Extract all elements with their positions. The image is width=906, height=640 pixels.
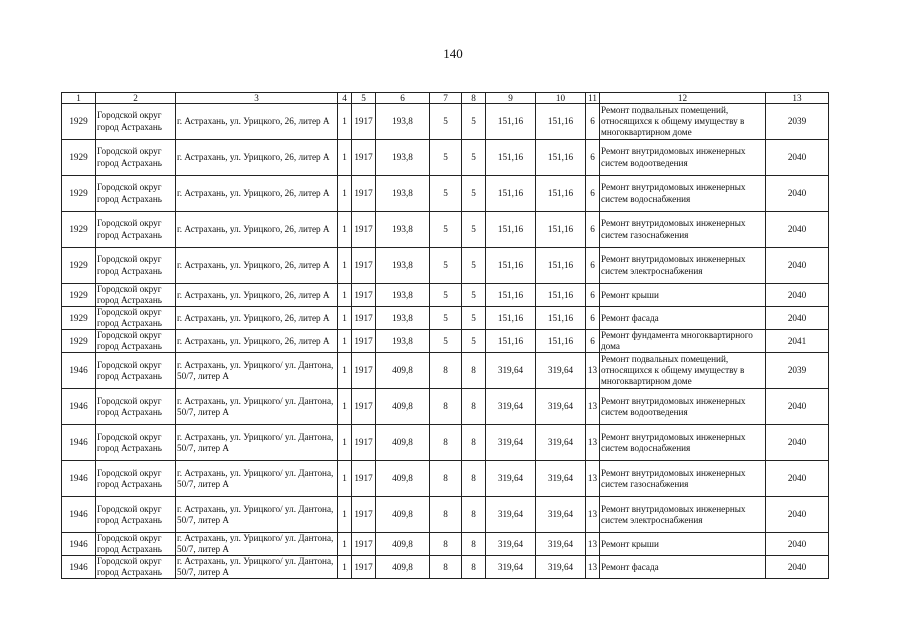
cell-col-8: 8 — [462, 497, 486, 533]
header-cell: 2 — [96, 93, 176, 104]
cell-col-12: Ремонт внутридомовых инженерных систем электроснабжения — [600, 248, 766, 284]
cell-col-13: 2040 — [766, 389, 829, 425]
cell-col-8: 5 — [462, 284, 486, 307]
header-cell: 13 — [766, 93, 829, 104]
cell-col-12: Ремонт внутридомовых инженерных систем водоотведения — [600, 389, 766, 425]
table-row — [62, 389, 829, 425]
cell-col-7: 8 — [430, 353, 462, 389]
cell-col-5: 1917 — [352, 389, 376, 425]
cell-col-11: 13 — [586, 353, 600, 389]
table-row — [62, 353, 829, 389]
cell-col-4: 1 — [338, 353, 352, 389]
header-cell: 9 — [486, 93, 536, 104]
cell-col-3: г. Астрахань, ул. Урицкого/ ул. Дантона, 50/7, литер А — [176, 353, 338, 389]
cell-col-7: 8 — [430, 556, 462, 579]
cell-col-5: 1917 — [352, 497, 376, 533]
cell-col-8: 5 — [462, 140, 486, 176]
cell-col-2: Городской округ город Астрахань — [96, 533, 176, 556]
table-row — [62, 104, 829, 140]
table-row — [62, 248, 829, 284]
cell-col-13: 2040 — [766, 533, 829, 556]
cell-col-11: 6 — [586, 330, 600, 353]
cell-col-3: г. Астрахань, ул. Урицкого, 26, литер А — [176, 176, 338, 212]
cell-col-9: 151,16 — [486, 284, 536, 307]
repair-schedule-table — [61, 92, 829, 579]
cell-col-1: 1929 — [62, 330, 96, 353]
cell-col-5: 1917 — [352, 330, 376, 353]
cell-col-6: 409,8 — [376, 533, 430, 556]
cell-col-7: 8 — [430, 461, 462, 497]
cell-col-12: Ремонт внутридомовых инженерных систем газоснабжения — [600, 212, 766, 248]
cell-col-7: 8 — [430, 389, 462, 425]
cell-col-6: 409,8 — [376, 497, 430, 533]
cell-col-6: 193,8 — [376, 140, 430, 176]
header-cell: 7 — [430, 93, 462, 104]
cell-col-13: 2040 — [766, 140, 829, 176]
cell-col-13: 2040 — [766, 497, 829, 533]
cell-col-9: 151,16 — [486, 176, 536, 212]
cell-col-8: 8 — [462, 389, 486, 425]
cell-col-6: 193,8 — [376, 330, 430, 353]
cell-col-6: 409,8 — [376, 353, 430, 389]
cell-col-6: 193,8 — [376, 176, 430, 212]
cell-col-11: 6 — [586, 307, 600, 330]
cell-col-3: г. Астрахань, ул. Урицкого/ ул. Дантона, 50/7, литер А — [176, 461, 338, 497]
cell-col-7: 5 — [430, 140, 462, 176]
cell-col-1: 1946 — [62, 497, 96, 533]
cell-col-4: 1 — [338, 556, 352, 579]
cell-col-11: 13 — [586, 461, 600, 497]
cell-col-6: 409,8 — [376, 461, 430, 497]
table-row — [62, 307, 829, 330]
cell-col-12: Ремонт фундамента многоквартирного дома — [600, 330, 766, 353]
cell-col-2: Городской округ город Астрахань — [96, 425, 176, 461]
cell-col-11: 13 — [586, 497, 600, 533]
cell-col-12: Ремонт внутридомовых инженерных систем водоснабжения — [600, 425, 766, 461]
cell-col-9: 151,16 — [486, 330, 536, 353]
cell-col-8: 8 — [462, 556, 486, 579]
cell-col-7: 5 — [430, 212, 462, 248]
cell-col-1: 1946 — [62, 533, 96, 556]
cell-col-3: г. Астрахань, ул. Урицкого/ ул. Дантона, 50/7, литер А — [176, 497, 338, 533]
header-cell: 6 — [376, 93, 430, 104]
cell-col-2: Городской округ город Астрахань — [96, 307, 176, 330]
cell-col-11: 6 — [586, 212, 600, 248]
cell-col-10: 319,64 — [536, 461, 586, 497]
cell-col-7: 5 — [430, 307, 462, 330]
table-row — [62, 425, 829, 461]
cell-col-6: 193,8 — [376, 104, 430, 140]
cell-col-11: 6 — [586, 104, 600, 140]
cell-col-4: 1 — [338, 104, 352, 140]
header-cell: 1 — [62, 93, 96, 104]
cell-col-3: г. Астрахань, ул. Урицкого/ ул. Дантона, 50/7, литер А — [176, 425, 338, 461]
cell-col-2: Городской округ город Астрахань — [96, 212, 176, 248]
cell-col-5: 1917 — [352, 140, 376, 176]
cell-col-2: Городской округ город Астрахань — [96, 140, 176, 176]
cell-col-3: г. Астрахань, ул. Урицкого, 26, литер А — [176, 104, 338, 140]
header-cell: 12 — [600, 93, 766, 104]
header-row — [62, 93, 829, 104]
cell-col-10: 151,16 — [536, 307, 586, 330]
cell-col-10: 151,16 — [536, 284, 586, 307]
cell-col-10: 319,64 — [536, 425, 586, 461]
cell-col-10: 151,16 — [536, 176, 586, 212]
cell-col-5: 1917 — [352, 353, 376, 389]
cell-col-11: 13 — [586, 389, 600, 425]
cell-col-3: г. Астрахань, ул. Урицкого/ ул. Дантона, 50/7, литер А — [176, 389, 338, 425]
table-row — [62, 533, 829, 556]
cell-col-8: 8 — [462, 533, 486, 556]
cell-col-3: г. Астрахань, ул. Урицкого, 26, литер А — [176, 307, 338, 330]
cell-col-9: 319,64 — [486, 533, 536, 556]
cell-col-3: г. Астрахань, ул. Урицкого, 26, литер А — [176, 330, 338, 353]
table-row — [62, 212, 829, 248]
cell-col-12: Ремонт внутридомовых инженерных систем электроснабжения — [600, 497, 766, 533]
cell-col-7: 5 — [430, 284, 462, 307]
cell-col-13: 2040 — [766, 307, 829, 330]
cell-col-9: 151,16 — [486, 104, 536, 140]
cell-col-4: 1 — [338, 461, 352, 497]
cell-col-13: 2040 — [766, 284, 829, 307]
cell-col-1: 1929 — [62, 284, 96, 307]
cell-col-11: 13 — [586, 556, 600, 579]
cell-col-5: 1917 — [352, 425, 376, 461]
cell-col-2: Городской округ город Астрахань — [96, 389, 176, 425]
cell-col-10: 151,16 — [536, 248, 586, 284]
cell-col-3: г. Астрахань, ул. Урицкого/ ул. Дантона, 50/7, литер А — [176, 556, 338, 579]
cell-col-11: 6 — [586, 176, 600, 212]
cell-col-12: Ремонт крыши — [600, 533, 766, 556]
cell-col-4: 1 — [338, 330, 352, 353]
cell-col-12: Ремонт фасада — [600, 556, 766, 579]
cell-col-6: 193,8 — [376, 212, 430, 248]
cell-col-3: г. Астрахань, ул. Урицкого, 26, литер А — [176, 248, 338, 284]
cell-col-13: 2039 — [766, 104, 829, 140]
cell-col-8: 5 — [462, 307, 486, 330]
cell-col-10: 151,16 — [536, 104, 586, 140]
cell-col-6: 409,8 — [376, 425, 430, 461]
cell-col-5: 1917 — [352, 284, 376, 307]
cell-col-7: 8 — [430, 425, 462, 461]
cell-col-12: Ремонт внутридомовых инженерных систем водоснабжения — [600, 176, 766, 212]
table-row — [62, 330, 829, 353]
cell-col-3: г. Астрахань, ул. Урицкого, 26, литер А — [176, 284, 338, 307]
cell-col-3: г. Астрахань, ул. Урицкого/ ул. Дантона, 50/7, литер А — [176, 533, 338, 556]
cell-col-7: 8 — [430, 533, 462, 556]
cell-col-9: 151,16 — [486, 248, 536, 284]
cell-col-5: 1917 — [352, 176, 376, 212]
cell-col-4: 1 — [338, 497, 352, 533]
cell-col-11: 13 — [586, 425, 600, 461]
cell-col-10: 319,64 — [536, 389, 586, 425]
cell-col-6: 409,8 — [376, 556, 430, 579]
cell-col-9: 319,64 — [486, 353, 536, 389]
cell-col-5: 1917 — [352, 533, 376, 556]
cell-col-1: 1946 — [62, 425, 96, 461]
header-cell: 8 — [462, 93, 486, 104]
cell-col-9: 151,16 — [486, 212, 536, 248]
cell-col-2: Городской округ город Астрахань — [96, 176, 176, 212]
cell-col-12: Ремонт внутридомовых инженерных систем газоснабжения — [600, 461, 766, 497]
cell-col-9: 319,64 — [486, 556, 536, 579]
cell-col-4: 1 — [338, 140, 352, 176]
cell-col-5: 1917 — [352, 307, 376, 330]
cell-col-13: 2040 — [766, 212, 829, 248]
cell-col-11: 13 — [586, 533, 600, 556]
cell-col-8: 5 — [462, 330, 486, 353]
cell-col-13: 2040 — [766, 176, 829, 212]
cell-col-1: 1929 — [62, 212, 96, 248]
table-row — [62, 140, 829, 176]
cell-col-2: Городской округ город Астрахань — [96, 497, 176, 533]
cell-col-4: 1 — [338, 176, 352, 212]
cell-col-9: 319,64 — [486, 461, 536, 497]
cell-col-1: 1929 — [62, 176, 96, 212]
cell-col-7: 5 — [430, 176, 462, 212]
cell-col-13: 2041 — [766, 330, 829, 353]
cell-col-8: 5 — [462, 104, 486, 140]
cell-col-10: 319,64 — [536, 556, 586, 579]
table-row — [62, 176, 829, 212]
table-body — [62, 104, 829, 579]
cell-col-5: 1917 — [352, 104, 376, 140]
cell-col-7: 8 — [430, 497, 462, 533]
cell-col-13: 2040 — [766, 248, 829, 284]
cell-col-4: 1 — [338, 425, 352, 461]
cell-col-4: 1 — [338, 307, 352, 330]
cell-col-12: Ремонт подвальных помещений, относящихся к общему имуществу в многоквартирном доме — [600, 104, 766, 140]
cell-col-1: 1946 — [62, 461, 96, 497]
cell-col-12: Ремонт фасада — [600, 307, 766, 330]
cell-col-10: 151,16 — [536, 212, 586, 248]
cell-col-10: 319,64 — [536, 497, 586, 533]
page-number: 140 — [443, 46, 463, 61]
cell-col-8: 5 — [462, 176, 486, 212]
cell-col-2: Городской округ город Астрахань — [96, 284, 176, 307]
cell-col-7: 5 — [430, 104, 462, 140]
cell-col-1: 1929 — [62, 307, 96, 330]
header-cell: 4 — [338, 93, 352, 104]
cell-col-4: 1 — [338, 212, 352, 248]
cell-col-2: Городской округ город Астрахань — [96, 330, 176, 353]
cell-col-7: 5 — [430, 330, 462, 353]
cell-col-6: 193,8 — [376, 307, 430, 330]
cell-col-12: Ремонт внутридомовых инженерных систем водоотведения — [600, 140, 766, 176]
cell-col-4: 1 — [338, 284, 352, 307]
cell-col-8: 5 — [462, 248, 486, 284]
cell-col-1: 1929 — [62, 104, 96, 140]
header-cell: 11 — [586, 93, 600, 104]
cell-col-11: 6 — [586, 248, 600, 284]
cell-col-3: г. Астрахань, ул. Урицкого, 26, литер А — [176, 212, 338, 248]
cell-col-6: 193,8 — [376, 284, 430, 307]
cell-col-8: 8 — [462, 353, 486, 389]
cell-col-2: Городской округ город Астрахань — [96, 461, 176, 497]
cell-col-8: 5 — [462, 212, 486, 248]
cell-col-13: 2040 — [766, 425, 829, 461]
cell-col-5: 1917 — [352, 212, 376, 248]
cell-col-5: 1917 — [352, 461, 376, 497]
cell-col-7: 5 — [430, 248, 462, 284]
cell-col-6: 409,8 — [376, 389, 430, 425]
cell-col-9: 319,64 — [486, 497, 536, 533]
header-cell: 10 — [536, 93, 586, 104]
cell-col-10: 151,16 — [536, 140, 586, 176]
cell-col-1: 1929 — [62, 248, 96, 284]
cell-col-9: 151,16 — [486, 307, 536, 330]
cell-col-11: 6 — [586, 140, 600, 176]
cell-col-2: Городской округ город Астрахань — [96, 353, 176, 389]
cell-col-3: г. Астрахань, ул. Урицкого, 26, литер А — [176, 140, 338, 176]
cell-col-13: 2040 — [766, 461, 829, 497]
cell-col-12: Ремонт крыши — [600, 284, 766, 307]
cell-col-4: 1 — [338, 248, 352, 284]
table-row — [62, 556, 829, 579]
cell-col-10: 319,64 — [536, 353, 586, 389]
cell-col-2: Городской округ город Астрахань — [96, 104, 176, 140]
cell-col-1: 1946 — [62, 556, 96, 579]
cell-col-5: 1917 — [352, 248, 376, 284]
cell-col-10: 319,64 — [536, 533, 586, 556]
cell-col-9: 151,16 — [486, 140, 536, 176]
header-cell: 5 — [352, 93, 376, 104]
cell-col-4: 1 — [338, 533, 352, 556]
table-row — [62, 284, 829, 307]
cell-col-13: 2039 — [766, 353, 829, 389]
cell-col-8: 8 — [462, 461, 486, 497]
cell-col-2: Городской округ город Астрахань — [96, 248, 176, 284]
cell-col-12: Ремонт подвальных помещений, относящихся к общему имуществу в многоквартирном доме — [600, 353, 766, 389]
cell-col-8: 8 — [462, 425, 486, 461]
cell-col-2: Городской округ город Астрахань — [96, 556, 176, 579]
cell-col-4: 1 — [338, 389, 352, 425]
table-row — [62, 497, 829, 533]
header-cell: 3 — [176, 93, 338, 104]
cell-col-13: 2040 — [766, 556, 829, 579]
cell-col-11: 6 — [586, 284, 600, 307]
cell-col-9: 319,64 — [486, 425, 536, 461]
table-row — [62, 461, 829, 497]
cell-col-10: 151,16 — [536, 330, 586, 353]
cell-col-1: 1946 — [62, 353, 96, 389]
cell-col-6: 193,8 — [376, 248, 430, 284]
cell-col-9: 319,64 — [486, 389, 536, 425]
cell-col-5: 1917 — [352, 556, 376, 579]
cell-col-1: 1929 — [62, 140, 96, 176]
cell-col-1: 1946 — [62, 389, 96, 425]
